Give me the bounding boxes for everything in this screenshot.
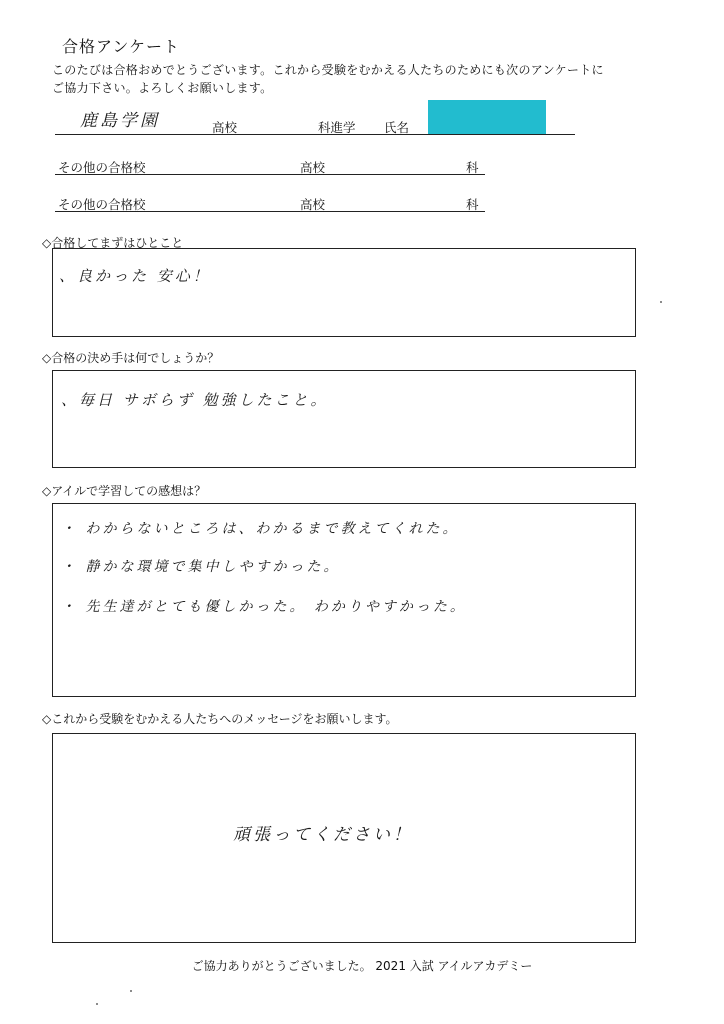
scan-speck: [96, 1003, 98, 1005]
intro-text-line-1: このたびは合格おめでとうございます。これから受験をむかえる人たちのためにも次のアンケートに: [52, 63, 604, 77]
form-title: 合格アンケート: [62, 37, 181, 56]
other-school-koukou-label: 高校: [300, 197, 326, 212]
question-heading-3: ◇アイルで学習しての感想は？: [42, 484, 207, 498]
school-row-underline: [55, 134, 575, 135]
course-label: 科進学: [318, 120, 356, 135]
other-school-ka-label: 科: [466, 160, 479, 175]
name-label: 氏名: [384, 120, 410, 135]
intro-text-line-2: ご協力下さい。よろしくお願いします。: [52, 81, 273, 95]
question-heading-1: ◇合格してまずはひとこと: [42, 236, 184, 250]
question-heading-2: ◇合格の決め手は何でしょうか？: [42, 351, 220, 365]
other-school-koukou-label: 高校: [300, 160, 326, 175]
answer-box-3: [52, 503, 636, 697]
name-redaction: [428, 100, 546, 135]
footer-text: ご協力ありがとうございました。 2021 入試 アイルアカデミー: [191, 959, 533, 973]
school-name-handwritten: 鹿島学園: [80, 111, 160, 131]
question-heading-4: ◇これから受験をむかえる人たちへのメッセージをお願いします。: [42, 712, 398, 726]
scan-speck: [130, 990, 132, 992]
other-row-1-underline: [55, 174, 485, 175]
answer-handwritten: 頑張ってください！: [233, 825, 413, 845]
other-row-2-underline: [55, 211, 485, 212]
answer-handwritten: 、毎日 サボらず 勉強したこと。: [61, 391, 329, 409]
scan-speck: [660, 301, 662, 303]
answer-handwritten: ・ 静かな環境で集中しやすかった。: [61, 559, 341, 575]
answer-handwritten: 、良かった 安心！: [59, 267, 211, 285]
answer-handwritten: ・ 先生達がとても優しかった。 わかりやすかった。: [61, 599, 467, 615]
answer-handwritten: ・ わからないところは、わかるまで教えてくれた。: [61, 521, 460, 537]
koukou-label: 高校: [212, 120, 238, 135]
other-school-ka-label: 科: [466, 197, 479, 212]
answer-box-1: [52, 248, 636, 337]
other-school-label: その他の合格校: [58, 160, 146, 175]
answer-box-4: [52, 733, 636, 943]
answer-box-2: [52, 370, 636, 468]
other-school-label: その他の合格校: [58, 197, 146, 212]
